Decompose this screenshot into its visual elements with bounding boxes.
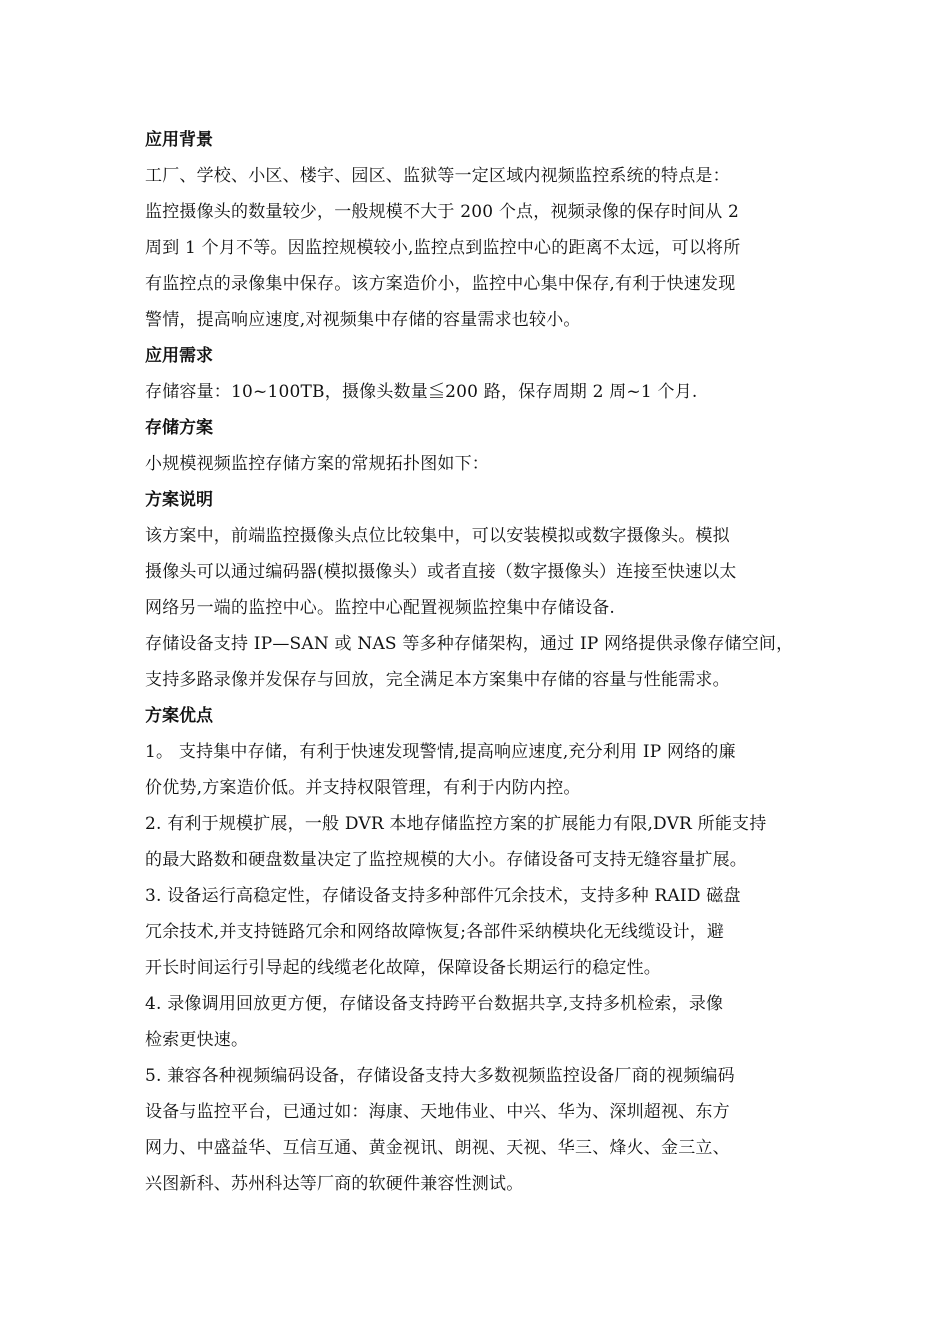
list-item-line: 冗余技术,并支持链路冗余和网络故障恢复;各部件采纳模块化无线缆设计，避 [145, 922, 725, 942]
list-item-line: 检索更快速。 [145, 1030, 249, 1050]
paragraph-line: 警情，提高响应速度,对视频集中存储的容量需求也较小。 [145, 310, 581, 330]
paragraph-line: 存储容量：10~100TB，摄像头数量≦200 路，保存周期 2 周~1 个月. [145, 382, 698, 402]
paragraph-line: 监控摄像头的数量较少，一般规模不大于 200 个点，视频录像的保存时间从 2 [145, 202, 740, 222]
section-heading-background: 应用背景 [145, 130, 213, 150]
list-item-line: 开长时间运行引导起的线缆老化故障，保障设备长期运行的稳定性。 [145, 958, 661, 978]
list-item-line: 5. 兼容各种视频编码设备，存储设备支持大多数视频监控设备厂商的视频编码 [145, 1066, 735, 1086]
paragraph-line: 该方案中，前端监控摄像头点位比较集中，可以安装模拟或数字摄像头。模拟 [145, 526, 730, 546]
paragraph-line: 小规模视频监控存储方案的常规拓扑图如下： [145, 454, 489, 474]
section-heading-advantages: 方案优点 [145, 706, 213, 726]
paragraph-line: 支持多路录像并发保存与回放，完全满足本方案集中存储的容量与性能需求。 [145, 670, 730, 690]
section-heading-storage-plan: 存储方案 [145, 418, 213, 438]
list-item-line: 设备与监控平台，已通过如：海康、天地伟业、中兴、华为、深圳超视、东方 [145, 1102, 730, 1122]
document-body [145, 122, 813, 1202]
list-item-line: 3. 设备运行高稳定性，存储设备支持多种部件冗余技术，支持多种 RAID 磁盘 [145, 886, 741, 906]
paragraph-line: 网络另一端的监控中心。监控中心配置视频监控集中存储设备. [145, 598, 616, 618]
paragraph-line: 摄像头可以通过编码器(模拟摄像头）或者直接（数字摄像头）连接至快速以太 [145, 562, 737, 582]
list-item-line: 价优势,方案造价低。并支持权限管理，有利于内防内控。 [145, 778, 581, 798]
paragraph-line: 存储设备支持 IP—SAN 或 NAS 等多种存储架构，通过 IP 网络提供录像存储空间， [145, 634, 794, 654]
list-item-line: 1。 支持集中存储，有利于快速发现警情,提高响应速度,充分利用 IP 网络的廉 [145, 742, 736, 762]
list-item-line: 2. 有利于规模扩展，一般 DVR 本地存储监控方案的扩展能力有限,DVR 所能支持 [145, 814, 767, 834]
list-item-line: 网力、中盛益华、互信互通、黄金视讯、朗视、天视、华三、烽火、金三立、 [145, 1138, 730, 1158]
paragraph-line: 工厂、学校、小区、楼宇、园区、监狱等一定区域内视频监控系统的特点是： [145, 166, 730, 186]
list-item-line: 的最大路数和硬盘数量决定了监控规模的大小。存储设备可支持无缝容量扩展。 [145, 850, 747, 870]
section-heading-requirements: 应用需求 [145, 346, 213, 366]
list-item-line: 4. 录像调用回放更方便，存储设备支持跨平台数据共享,支持多机检索，录像 [145, 994, 724, 1014]
paragraph-line: 有监控点的录像集中保存。该方案造价小，监控中心集中保存,有利于快速发现 [145, 274, 736, 294]
list-item-line: 兴图新科、苏州科达等厂商的软硬件兼容性测试。 [145, 1174, 524, 1194]
paragraph-line: 周到 1 个月不等。因监控规模较小,监控点到监控中心的距离不太远，可以将所 [145, 238, 741, 258]
section-heading-plan-description: 方案说明 [145, 490, 213, 510]
